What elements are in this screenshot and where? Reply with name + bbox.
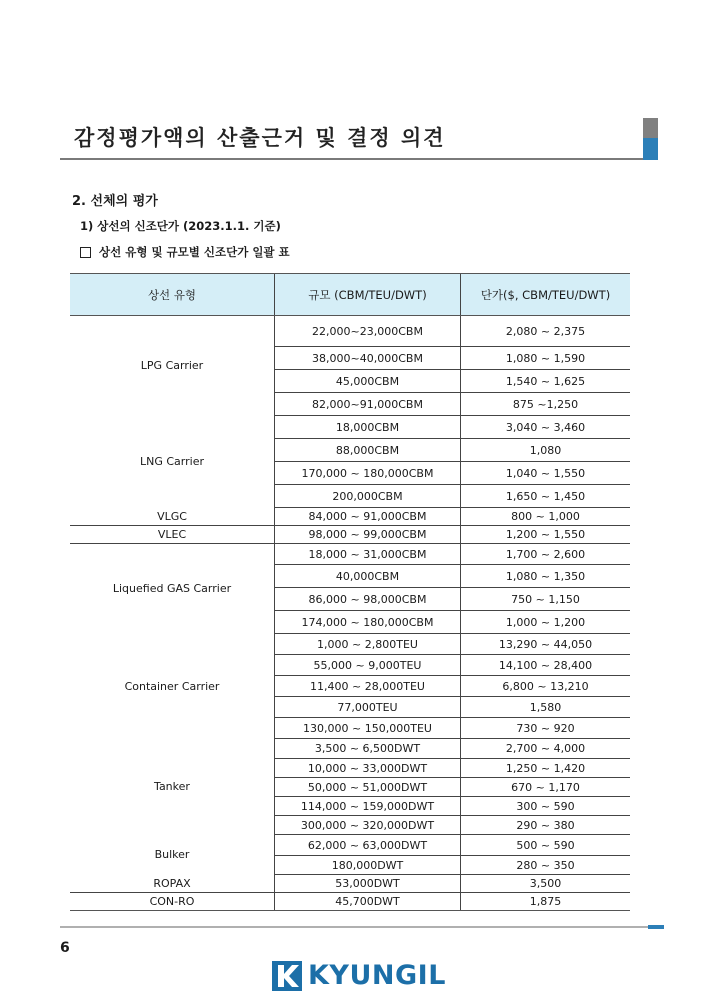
ship-type-cell: Tanker xyxy=(154,780,190,793)
table-row xyxy=(70,634,630,655)
ship-type-cell: Container Carrier xyxy=(124,679,220,693)
subsection-heading: 1) 상선의 신조단가 (2023.1.1. 기준) xyxy=(80,219,281,233)
price-cell: 3,500 xyxy=(461,875,631,893)
size-cell: 55,000 ~ 9,000TEU xyxy=(275,655,461,676)
size-cell: 82,000~91,000CBM xyxy=(275,393,461,416)
ship-type-cell: ROPAX xyxy=(70,875,275,893)
header-size: 규모 (CBM/TEU/DWT) xyxy=(275,274,461,316)
price-cell: 750 ~ 1,150 xyxy=(461,588,631,611)
table-header-row xyxy=(70,274,630,316)
size-cell: 38,000~40,000CBM xyxy=(275,347,461,370)
page-title: 감정평가액의 산출근거 및 결정 의견 xyxy=(74,126,446,150)
size-cell: 18,000CBM xyxy=(275,416,461,439)
size-cell: 53,000DWT xyxy=(275,875,461,893)
size-cell: 10,000 ~ 33,000DWT xyxy=(275,759,461,778)
size-cell: 1,000 ~ 2,800TEU xyxy=(275,634,461,655)
table-caption xyxy=(80,244,290,260)
size-cell: 77,000TEU xyxy=(275,697,461,718)
size-cell: 114,000 ~ 159,000DWT xyxy=(275,797,461,816)
price-cell: 875 ~1,250 xyxy=(461,393,631,416)
size-cell: 11,400 ~ 28,000TEU xyxy=(275,676,461,697)
size-cell: 86,000 ~ 98,000CBM xyxy=(275,588,461,611)
size-cell: 50,000 ~ 51,000DWT xyxy=(275,778,461,797)
size-cell: 18,000 ~ 31,000CBM xyxy=(275,544,461,565)
price-cell: 2,080 ~ 2,375 xyxy=(461,316,631,347)
price-cell: 1,040 ~ 1,550 xyxy=(461,462,631,485)
price-cell: 3,040 ~ 3,460 xyxy=(461,416,631,439)
page-number: 6 xyxy=(60,940,70,956)
table-row xyxy=(70,739,630,759)
size-cell: 84,000 ~ 91,000CBM xyxy=(275,508,461,526)
price-cell: 290 ~ 380 xyxy=(461,816,631,835)
price-cell: 280 ~ 350 xyxy=(461,856,631,875)
price-cell: 1,580 xyxy=(461,697,631,718)
kyungil-logo-icon xyxy=(272,961,302,991)
price-cell: 1,080 xyxy=(461,439,631,462)
title-underline xyxy=(60,158,658,160)
logo-text: KYUNGIL xyxy=(308,960,446,991)
price-cell: 1,000 ~ 1,200 xyxy=(461,611,631,634)
price-cell: 670 ~ 1,170 xyxy=(461,778,631,797)
price-cell: 300 ~ 590 xyxy=(461,797,631,816)
table-row xyxy=(70,835,630,856)
table-row xyxy=(70,416,630,439)
size-cell: 170,000 ~ 180,000CBM xyxy=(275,462,461,485)
kyungil-logo xyxy=(272,960,446,991)
ship-type-cell: Bulker xyxy=(154,848,190,861)
price-cell: 1,250 ~ 1,420 xyxy=(461,759,631,778)
section-heading: 2. 선체의 평가 xyxy=(72,194,158,209)
size-cell: 180,000DWT xyxy=(275,856,461,875)
size-cell: 130,000 ~ 150,000TEU xyxy=(275,718,461,739)
price-cell: 1,650 ~ 1,450 xyxy=(461,485,631,508)
ship-type-cell: LPG Carrier xyxy=(140,359,204,373)
price-cell: 800 ~ 1,000 xyxy=(461,508,631,526)
size-cell: 300,000 ~ 320,000DWT xyxy=(275,816,461,835)
price-cell: 1,080 ~ 1,590 xyxy=(461,347,631,370)
title-accent-blue xyxy=(643,138,658,160)
price-cell: 1,700 ~ 2,600 xyxy=(461,544,631,565)
ship-type-cell: CON-RO xyxy=(70,893,275,911)
size-cell: 22,000~23,000CBM xyxy=(275,316,461,347)
header-price: 단가($, CBM/TEU/DWT) xyxy=(461,274,631,316)
price-table xyxy=(70,273,630,911)
size-cell: 200,000CBM xyxy=(275,485,461,508)
size-cell: 174,000 ~ 180,000CBM xyxy=(275,611,461,634)
table-caption-text: 상선 유형 및 규모별 신조단가 일괄 표 xyxy=(99,245,290,259)
size-cell: 3,500 ~ 6,500DWT xyxy=(275,739,461,759)
table-row xyxy=(70,544,630,565)
header-type: 상선 유형 xyxy=(70,274,275,316)
price-cell: 13,290 ~ 44,050 xyxy=(461,634,631,655)
price-cell: 1,080 ~ 1,350 xyxy=(461,565,631,588)
price-cell: 500 ~ 590 xyxy=(461,835,631,856)
table-body xyxy=(70,316,630,911)
ship-type-cell: VLGC xyxy=(70,508,275,526)
table-row xyxy=(70,875,630,893)
checkbox-icon xyxy=(80,247,91,258)
size-cell: 62,000 ~ 63,000DWT xyxy=(275,835,461,856)
price-cell: 1,540 ~ 1,625 xyxy=(461,370,631,393)
size-cell: 45,700DWT xyxy=(275,893,461,911)
table-row xyxy=(70,526,630,544)
ship-type-cell: Liquefied GAS Carrier xyxy=(112,582,232,596)
price-cell: 6,800 ~ 13,210 xyxy=(461,676,631,697)
price-cell: 1,200 ~ 1,550 xyxy=(461,526,631,544)
price-cell: 2,700 ~ 4,000 xyxy=(461,739,631,759)
ship-type-cell: VLEC xyxy=(70,526,275,544)
page-title-bar xyxy=(60,118,658,158)
size-cell: 98,000 ~ 99,000CBM xyxy=(275,526,461,544)
size-cell: 88,000CBM xyxy=(275,439,461,462)
price-cell: 730 ~ 920 xyxy=(461,718,631,739)
price-cell: 14,100 ~ 28,400 xyxy=(461,655,631,676)
table-row xyxy=(70,508,630,526)
ship-type-cell: LNG Carrier xyxy=(140,455,204,468)
title-accent-gray xyxy=(643,118,658,138)
footer-divider xyxy=(60,926,648,928)
price-cell: 1,875 xyxy=(461,893,631,911)
footer-accent xyxy=(648,925,664,929)
table-row xyxy=(70,893,630,911)
size-cell: 45,000CBM xyxy=(275,370,461,393)
size-cell: 40,000CBM xyxy=(275,565,461,588)
table-row xyxy=(70,316,630,347)
